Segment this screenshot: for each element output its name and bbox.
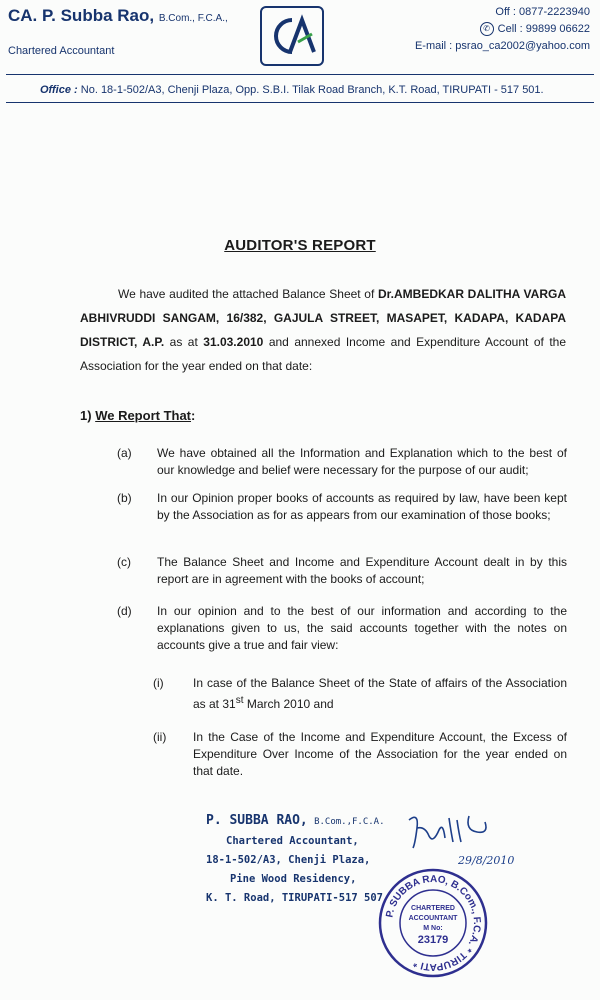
cell-phone-line xyxy=(480,22,590,36)
item-marker: (c) xyxy=(117,555,131,569)
list-item: We have obtained all the Information and Explanation which to the best of our knowledge and belief were necessary for the purpose of our audit; xyxy=(157,446,567,477)
item-marker: (b) xyxy=(117,491,132,505)
signature-block xyxy=(206,811,385,908)
sub-list-item: In case of the Balance Sheet of the State of affairs of the Association as at 31st March 2010 and xyxy=(193,676,567,711)
section-heading: 1) We Report That: xyxy=(80,408,196,423)
signatory-address-2: Pine Wood Residency, xyxy=(230,873,357,885)
report-title: AUDITOR'S REPORT xyxy=(224,237,376,254)
ca-seal-stamp xyxy=(378,868,488,978)
list-item: In our opinion and to the best of our information and according to the explanations given to us, the said accounts together with the notes on accounts give a true and fair view: xyxy=(157,604,567,652)
office-address-line xyxy=(40,84,544,96)
subitem-marker: (ii) xyxy=(153,730,167,744)
signatory-name: P. SUBBA RAO, xyxy=(206,813,308,828)
subitem-marker: (i) xyxy=(153,676,164,690)
signed-date: 29/8/2010 xyxy=(458,854,515,867)
sub-list-item: In the Case of the Income and Expenditure Account, the Excess of Expenditure Over Income of the Association for the year ended on that date. xyxy=(193,730,567,778)
list-item: In our Opinion proper books of accounts as required by law, have been kept by the Association as for as appears from our examination of those books; xyxy=(157,491,567,522)
list-item: The Balance Sheet and Income and Expenditure Account dealt in by this report are in agreement with the books of account; xyxy=(157,555,567,586)
seal-center-1: CHARTERED xyxy=(411,905,455,912)
seal-center-4: 23179 xyxy=(417,934,449,946)
office-phone: Off : 0877-2223940 xyxy=(495,6,590,18)
item-marker: (d) xyxy=(117,604,132,618)
letterhead-name: CA. P. Subba Rao, B.Com., F.C.A., xyxy=(8,6,228,25)
logo-text: CA xyxy=(268,60,270,61)
letterhead-rule-top xyxy=(6,74,594,75)
signatory-address-3: K. T. Road, TIRUPATI-517 507 xyxy=(206,892,384,904)
letterhead-rule-bottom xyxy=(6,102,594,103)
signatory-title: Chartered Accountant, xyxy=(226,835,359,847)
signatory-address-1: 18-1-502/A3, Chenji Plaza, xyxy=(206,854,371,866)
entity-name: Dr.AMBEDKAR DALITHA VARGA ABHIVRUDDI SANGAM, 16/382, GAJULA STREET, MASAPET, KADAPA, KADAPA DISTRICT, A.P. xyxy=(80,287,566,349)
seal-ring-text: P. SUBBA RAO, B.Com., F.C.A. * TIRUPATI * xyxy=(384,873,483,973)
seal-center-2: ACCOUNTANT xyxy=(408,915,458,922)
ca-logo xyxy=(260,6,324,66)
intro-paragraph: We have audited the attached Balance Sheet of Dr.AMBEDKAR DALITHA VARGA ABHIVRUDDI SANGAM, 16/382, GAJULA STREET, MASAPET, KADAPA, KADAPA DISTRICT, A.P. as at 31.03.2010 and annexed Income and Expenditure Account of the Association for the year ended on that date: xyxy=(80,287,566,373)
letterhead-qualifications: B.Com., F.C.A., xyxy=(158,13,228,24)
phone-icon: ✆ xyxy=(480,22,494,36)
report-date: 31.03.2010 xyxy=(203,335,264,349)
signatory-qualification: B.Com.,F.C.A. xyxy=(314,817,385,827)
item-marker: (a) xyxy=(117,446,132,460)
office-address: No. 18-1-502/A3, Chenji Plaza, Opp. S.B.I. Tilak Road Branch, K.T. Road, TIRUPATI - 517 501. xyxy=(80,84,544,96)
seal-center-3: M No: xyxy=(423,925,443,932)
handwritten-signature xyxy=(405,808,495,856)
cell-phone: Cell : 99899 06622 xyxy=(497,22,590,35)
email: E-mail : psrao_ca2002@yahoo.com xyxy=(414,40,590,52)
office-label: Office : xyxy=(40,84,78,96)
svg-text:P. SUBBA RAO, B.Com., F.C.A. * xyxy=(384,874,482,972)
letterhead-title: Chartered Accountant xyxy=(8,45,115,57)
